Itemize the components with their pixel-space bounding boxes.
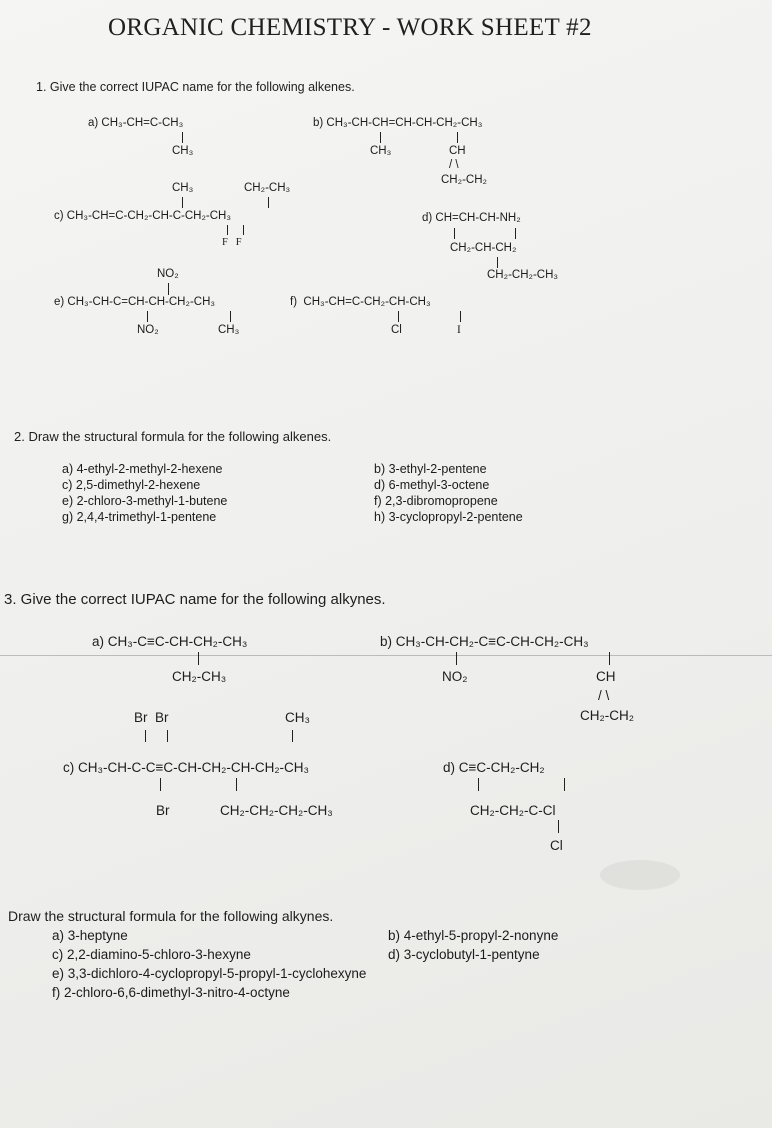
q1c-top-ethyl: CH₂-CH₃ [244, 182, 291, 194]
q3b-substituent-ch: CH [596, 669, 616, 684]
q1c-top-methyl: CH₃ [172, 182, 194, 194]
q3b-bond-1 [456, 652, 457, 665]
q1b-substituent-methyl: CH₃ [370, 145, 392, 157]
q3c-formula: c) CH₃-CH-C-C≡C-CH-CH₂-CH-CH₂-CH₃ [63, 760, 310, 775]
q1d-bond-3 [497, 257, 498, 268]
q3b-formula: b) CH₃-CH-CH₂-C≡C-CH-CH₂-CH₃ [380, 634, 589, 649]
q1c-bond-3 [227, 225, 228, 235]
q1b-bond-1 [380, 132, 381, 143]
paper-smudge [600, 860, 680, 890]
q4-item-c: c) 2,2-diamino-5-chloro-3-hexyne [52, 947, 251, 962]
q1d-formula: d) CH=CH-CH-NH₂ [422, 212, 521, 224]
q3d-bond-2 [564, 778, 565, 791]
q1e-sub-nitro: NO₂ [137, 324, 159, 336]
q1f-iodine: I [457, 324, 461, 336]
q1f-chlorine: Cl [391, 324, 402, 336]
q4-item-a: a) 3-heptyne [52, 928, 128, 943]
notebook-rule-line [0, 655, 772, 656]
q3c-bond-1 [145, 730, 146, 742]
q3b-ring: CH₂-CH₂ [580, 708, 634, 723]
q1b-substituent-ch: CH [449, 145, 466, 157]
q4-item-e: e) 3,3-dichloro-4-cyclopropyl-5-propyl-1-cyclohexyne [52, 966, 367, 981]
q1e-sub-methyl: CH₃ [218, 324, 240, 336]
q2-item-h: h) 3-cyclopropyl-2-pentene [374, 510, 523, 524]
q3c-top-methyl: CH₃ [285, 710, 310, 725]
q4-item-d: d) 3-cyclobutyl-1-pentyne [388, 947, 540, 962]
q4-item-b: b) 4-ethyl-5-propyl-2-nonyne [388, 928, 559, 943]
question-1-heading: 1. Give the correct IUPAC name for the following alkenes. [36, 80, 355, 94]
q2-item-e: e) 2-chloro-3-methyl-1-butene [62, 494, 228, 508]
page-title: ORGANIC CHEMISTRY - WORK SHEET #2 [108, 14, 592, 41]
q3c-bromine-bottom: Br [156, 803, 170, 818]
q3c-bond-4 [160, 778, 161, 791]
q1f-bond-2 [460, 311, 461, 322]
q1c-bond-2 [268, 197, 269, 208]
q1f-formula: f) CH₃-CH=C-CH₂-CH-CH₃ [290, 296, 431, 308]
q3d-chlorine: Cl [550, 838, 563, 853]
q1e-top-nitro: NO₂ [157, 268, 179, 280]
q3c-butyl: CH₂-CH₂-CH₂-CH₃ [220, 803, 333, 818]
q2-item-d: d) 6-methyl-3-octene [374, 478, 490, 492]
q3d-bond-3 [558, 820, 559, 833]
q1e-bond-top [168, 283, 169, 295]
q3c-bromines-top: Br Br [134, 710, 169, 725]
q1b-ring-bonds: / \ [449, 159, 459, 171]
q2-item-a: a) 4-ethyl-2-methyl-2-hexene [62, 462, 223, 476]
q1b-ring: CH₂-CH₂ [441, 174, 487, 186]
q1b-bond-2 [457, 132, 458, 143]
q3a-bond [198, 652, 199, 665]
q3b-bond-2 [609, 652, 610, 665]
q2-item-b: b) 3-ethyl-2-pentene [374, 462, 487, 476]
q1d-bond-1 [454, 228, 455, 239]
q3d-bond-1 [478, 778, 479, 791]
q2-item-c: c) 2,5-dimethyl-2-hexene [62, 478, 201, 492]
q4-item-f: f) 2-chloro-6,6-dimethyl-3-nitro-4-octyne [52, 985, 290, 1000]
q3d-formula: d) C≡C-CH₂-CH₂ [443, 760, 545, 775]
q1f-bond-1 [398, 311, 399, 322]
q3a-substituent: CH₂-CH₃ [172, 669, 227, 684]
q2-item-g: g) 2,4,4-trimethyl-1-pentene [62, 510, 217, 524]
q1c-formula: c) CH₃-CH=C-CH₂-CH-C-CH₂-CH₃ [54, 210, 232, 222]
q1e-bond-2 [230, 311, 231, 322]
q1c-fluorines: F F [222, 237, 242, 248]
q3a-formula: a) CH₃-C≡C-CH-CH₂-CH₃ [92, 634, 248, 649]
q3d-ring-chain: CH₂-CH₂-C-Cl [470, 803, 556, 818]
q1a-bond [182, 132, 183, 143]
q1d-ring: CH₂-CH-CH₂ [450, 242, 517, 254]
q1a-formula: a) CH₃-CH=C-CH₃ [88, 117, 184, 129]
q3b-ring-bonds: / \ [598, 688, 610, 703]
question-4-heading: Draw the structural formula for the following alkynes. [8, 908, 334, 924]
q1e-bond-1 [147, 311, 148, 322]
q1d-propyl: CH₂-CH₂-CH₃ [487, 269, 559, 281]
q1d-bond-2 [515, 228, 516, 239]
question-3-heading: 3. Give the correct IUPAC name for the following alkynes. [4, 591, 386, 608]
q1c-bond-4 [243, 225, 244, 235]
question-2-heading: 2. Draw the structural formula for the following alkenes. [14, 429, 332, 444]
q3c-bond-5 [236, 778, 237, 791]
q1c-bond-1 [182, 197, 183, 208]
q3c-bond-2 [167, 730, 168, 742]
q1a-substituent: CH₃ [172, 145, 194, 157]
q3c-bond-3 [292, 730, 293, 742]
q2-item-f: f) 2,3-dibromopropene [374, 494, 498, 508]
q1e-formula: e) CH₃-CH-C=CH-CH-CH₂-CH₃ [54, 296, 216, 308]
q3b-nitro: NO₂ [442, 669, 468, 684]
q1b-formula: b) CH₃-CH-CH=CH-CH-CH₂-CH₃ [313, 117, 483, 129]
